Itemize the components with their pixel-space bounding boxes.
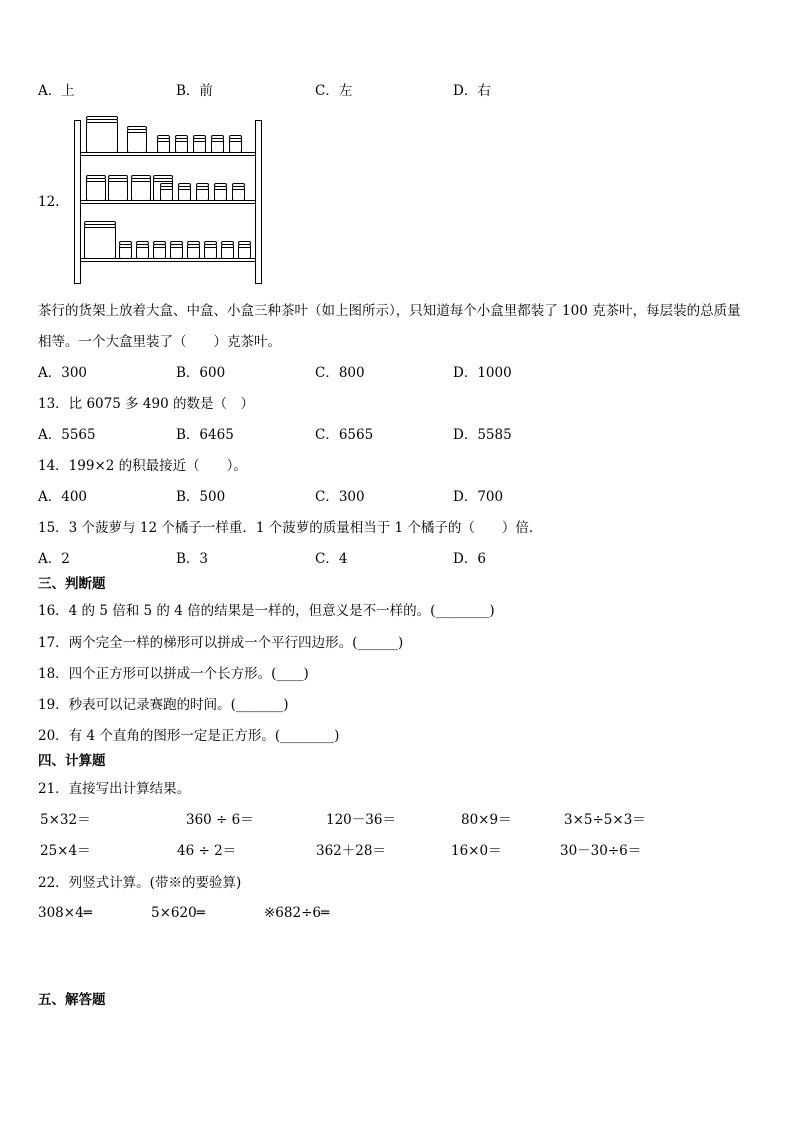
shelf-right-post xyxy=(256,121,262,284)
q22-item-2: 5×620═ xyxy=(151,905,205,921)
q12-stem-line1: 茶行的货架上放着大盒、中盒、小盒三种茶叶（如上图所示），只知道每个小盒里都装了 100 克茶叶，每层装的总质量 xyxy=(38,303,741,319)
large-box xyxy=(87,117,118,153)
calc-r2-c1: 25×4＝ xyxy=(40,843,91,859)
judge-item-20: 20．有 4 个直角的图形一定是正方形。(________) xyxy=(38,728,340,744)
small-box xyxy=(120,242,132,259)
q13-option-a: A．5565 xyxy=(38,427,96,443)
calc-r1-c3: 120－36＝ xyxy=(326,812,396,828)
section-5-heading: 五、解答题 xyxy=(38,992,106,1008)
q14-option-d: D．700 xyxy=(453,489,504,505)
small-box xyxy=(188,242,200,259)
calc-r2-c3: 362＋28＝ xyxy=(316,843,386,859)
q13-option-d: D．5585 xyxy=(453,427,512,443)
small-box xyxy=(161,184,173,201)
calc-r2-c2: 46 ÷ 2＝ xyxy=(177,843,237,859)
large-box xyxy=(85,222,116,259)
small-box xyxy=(197,184,209,201)
q11-option-c: C．左 xyxy=(315,83,353,99)
q14-option-c: C．300 xyxy=(315,489,365,505)
small-box xyxy=(222,242,234,259)
q14-option-a: A．400 xyxy=(38,489,88,505)
shelf-row-3 xyxy=(85,222,251,259)
q12-number: 12. xyxy=(38,194,60,210)
calc-r2-c5: 30－30÷6＝ xyxy=(560,843,642,859)
small-box xyxy=(215,184,227,201)
judge-item-19: 19．秒表可以记录赛跑的时间。(_______) xyxy=(38,697,289,713)
small-box xyxy=(171,242,183,259)
q12-option-d: D．1000 xyxy=(453,365,512,381)
small-box xyxy=(179,184,191,201)
q11-option-b: B．前 xyxy=(176,83,213,99)
q15-stem: 15．3 个菠萝与 12 个橘子一样重．1 个菠萝的质量相当于 1 个橘子的（ ）倍． xyxy=(38,520,543,536)
medium-box xyxy=(128,127,147,153)
q15-option-b: B．3 xyxy=(176,551,209,567)
judge-item-18: 18．四个正方形可以拼成一个长方形。(____) xyxy=(38,666,309,682)
q15-option-c: C．4 xyxy=(315,551,348,567)
judge-item-17: 17．两个完全一样的梯形可以拼成一个平行四边形。(______) xyxy=(38,635,404,651)
calc-r1-c5: 3×5÷5×3＝ xyxy=(564,812,646,828)
q14-stem: 14．199×2 的积最接近（ ）。 xyxy=(38,458,247,474)
shelf-row-2 xyxy=(87,176,245,201)
calc-r1-c4: 80×9＝ xyxy=(461,812,512,828)
medium-box xyxy=(132,176,151,201)
small-box xyxy=(194,136,206,153)
judge-item-16: 16．4 的 5 倍和 5 的 4 倍的结果是一样的，但意义是不一样的。(________) xyxy=(38,603,495,619)
small-box xyxy=(205,242,217,259)
q13-stem: 13．比 6075 多 490 的数是（ ） xyxy=(38,396,254,412)
q13-option-b: B．6465 xyxy=(176,427,234,443)
shelf-left-post xyxy=(75,121,81,284)
medium-box xyxy=(109,176,128,201)
section-4-heading: 四、计算题 xyxy=(38,753,106,769)
q12-option-b: B．600 xyxy=(176,365,226,381)
q13-option-c: C．6565 xyxy=(315,427,374,443)
small-box xyxy=(239,242,251,259)
q11-option-a: A．上 xyxy=(38,83,75,99)
small-box xyxy=(233,184,245,201)
q12-option-c: C．800 xyxy=(315,365,365,381)
q22-item-1: 308×4═ xyxy=(38,905,92,921)
q11-option-d: D．右 xyxy=(453,83,491,99)
q14-option-b: B．500 xyxy=(176,489,226,505)
small-box xyxy=(154,242,166,259)
q12-stem-line2: 相等。一个大盒里装了（ ）克茶叶。 xyxy=(38,334,281,350)
q22-stem: 22．列竖式计算。(带※的要验算) xyxy=(38,875,242,891)
small-box xyxy=(212,136,224,153)
q15-option-d: D．6 xyxy=(453,551,486,567)
q22-item-3: ※682÷6═ xyxy=(264,905,330,921)
medium-box xyxy=(87,176,106,201)
calc-r2-c4: 16×0＝ xyxy=(451,843,502,859)
tea-shelf-figure xyxy=(74,114,266,286)
small-box xyxy=(176,136,188,153)
small-box xyxy=(230,136,242,153)
shelf-row-1 xyxy=(87,117,242,153)
calc-r1-c2: 360 ÷ 6＝ xyxy=(186,812,254,828)
small-box xyxy=(158,136,170,153)
q15-option-a: A．2 xyxy=(38,551,70,567)
small-box xyxy=(137,242,149,259)
q21-stem: 21．直接写出计算结果。 xyxy=(38,781,191,797)
q12-option-a: A．300 xyxy=(38,365,88,381)
calc-r1-c1: 5×32＝ xyxy=(40,812,91,828)
section-3-heading: 三、判断题 xyxy=(38,576,106,592)
